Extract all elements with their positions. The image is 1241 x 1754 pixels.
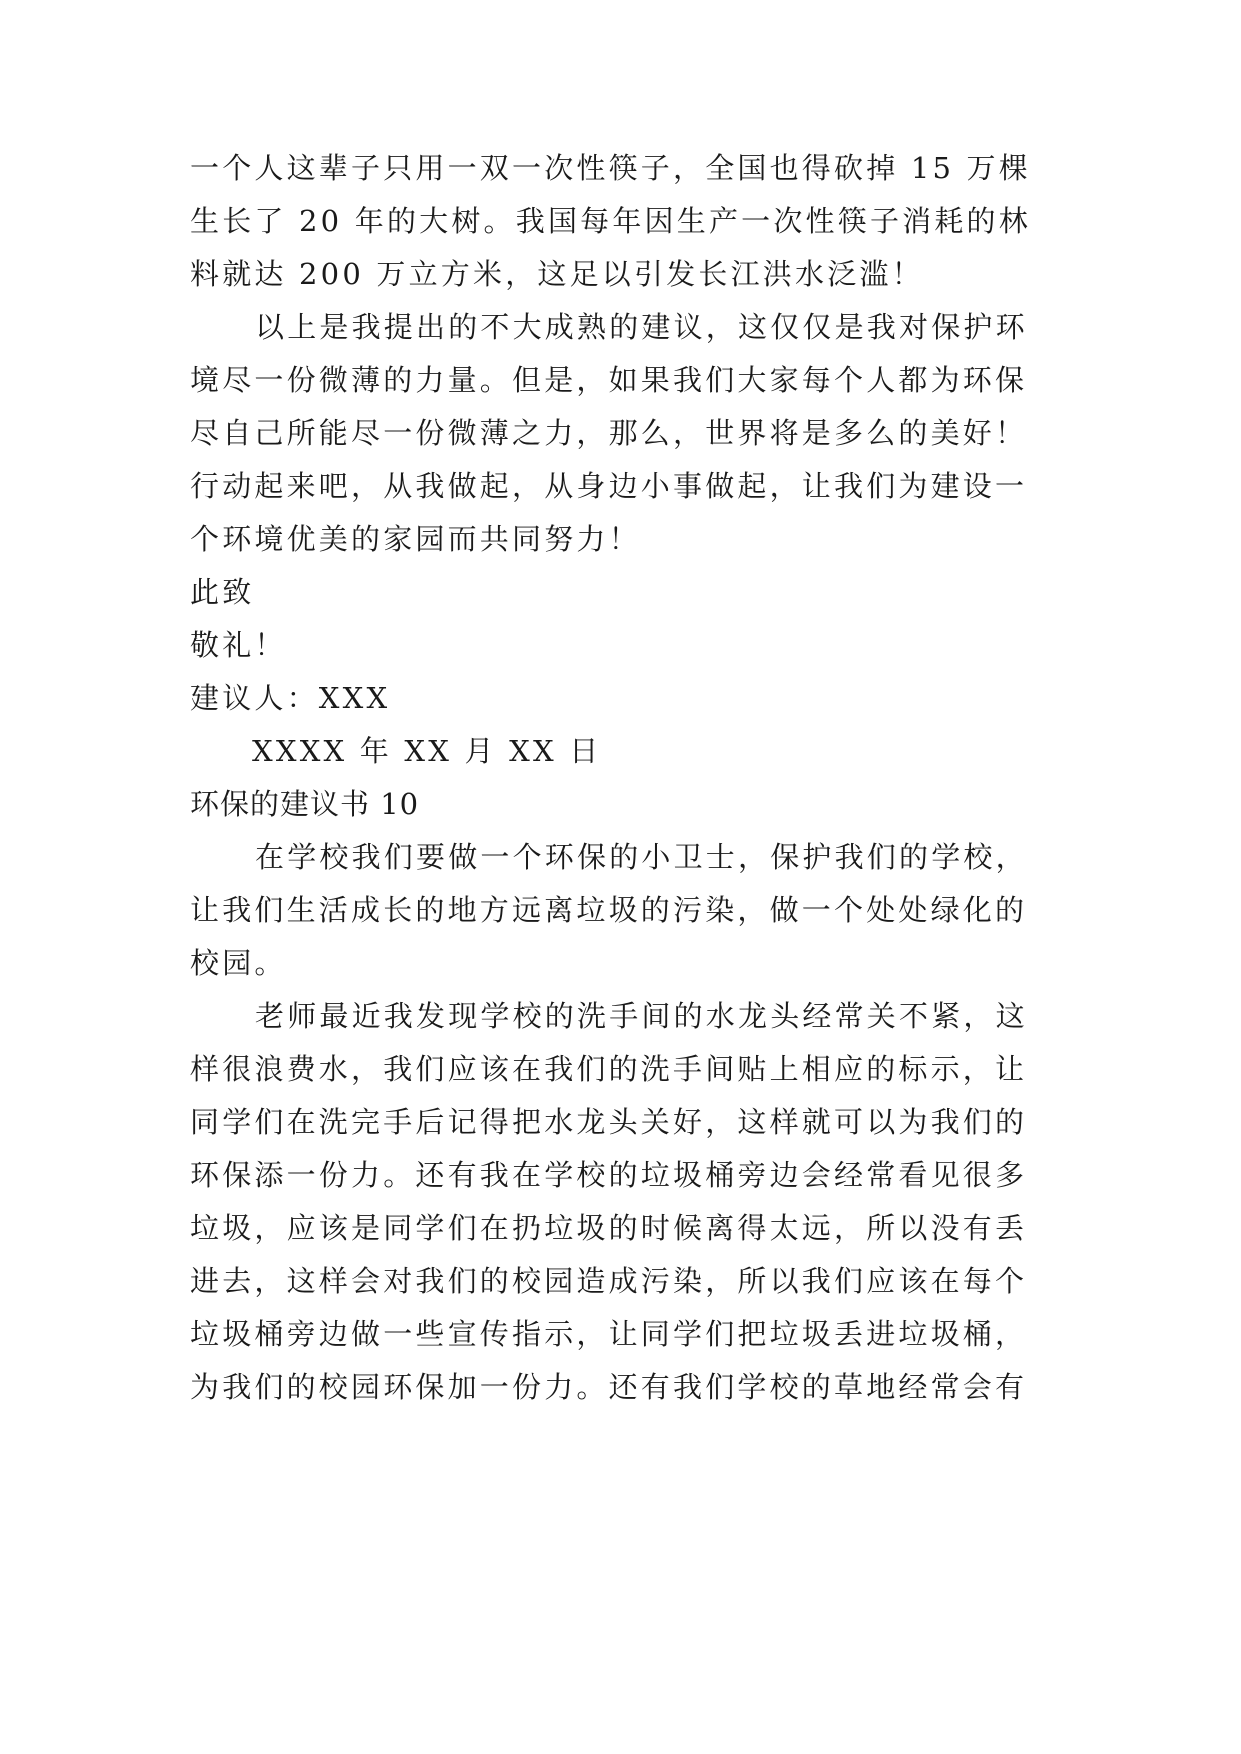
text-line: 为我们的校园环保加一份力。还有我们学校的草地经常会有 bbox=[190, 1370, 1028, 1404]
paragraph-start-line: 老师最近我发现学校的洗手间的水龙头经常关不紧，这 bbox=[255, 999, 1028, 1033]
text-line: 垃圾桶旁边做一些宣传指示，让同学们把垃圾丢进垃圾桶， bbox=[190, 1317, 1028, 1351]
text-line: 料就达 200 万立方米，这足以引发长江洪水泛滥！ bbox=[190, 257, 924, 291]
text-line: 一个人这辈子只用一双一次性筷子，全国也得砍掉 15 万棵 bbox=[190, 151, 1031, 185]
text-line: 校园。 bbox=[190, 946, 287, 980]
text-line: 境尽一份微薄的力量。但是，如果我们大家每个人都为环保 bbox=[190, 363, 1028, 397]
text-line: 行动起来吧，从我做起，从身边小事做起，让我们为建设一 bbox=[190, 469, 1028, 503]
text-line: 进去，这样会对我们的校园造成污染，所以我们应该在每个 bbox=[190, 1264, 1028, 1298]
signature-line: 建议人：XXX bbox=[190, 681, 391, 715]
date-line: XXXX 年 XX 月 XX 日 bbox=[252, 734, 602, 768]
text-line: 同学们在洗完手后记得把水龙头关好，这样就可以为我们的 bbox=[190, 1105, 1028, 1139]
salutation-line: 此致 bbox=[190, 575, 255, 609]
section-title: 环保的建议书 10 bbox=[190, 787, 420, 821]
paragraph-start-line: 在学校我们要做一个环保的小卫士，保护我们的学校， bbox=[255, 840, 1028, 874]
text-line: 尽自己所能尽一份微薄之力，那么，世界将是多么的美好！ bbox=[190, 416, 1028, 450]
text-line: 环保添一份力。还有我在学校的垃圾桶旁边会经常看见很多 bbox=[190, 1158, 1028, 1192]
text-line: 生长了 20 年的大树。我国每年因生产一次性筷子消耗的林 bbox=[190, 204, 1031, 238]
salutation-line: 敬礼！ bbox=[190, 628, 287, 662]
text-line: 让我们生活成长的地方远离垃圾的污染，做一个处处绿化的 bbox=[190, 893, 1028, 927]
paragraph-start-line: 以上是我提出的不大成熟的建议，这仅仅是我对保护环 bbox=[255, 310, 1028, 344]
text-line: 垃圾，应该是同学们在扔垃圾的时候离得太远，所以没有丢 bbox=[190, 1211, 1028, 1245]
text-line: 个环境优美的家园而共同努力！ bbox=[190, 522, 641, 556]
text-line: 样很浪费水，我们应该在我们的洗手间贴上相应的标示，让 bbox=[190, 1052, 1028, 1086]
